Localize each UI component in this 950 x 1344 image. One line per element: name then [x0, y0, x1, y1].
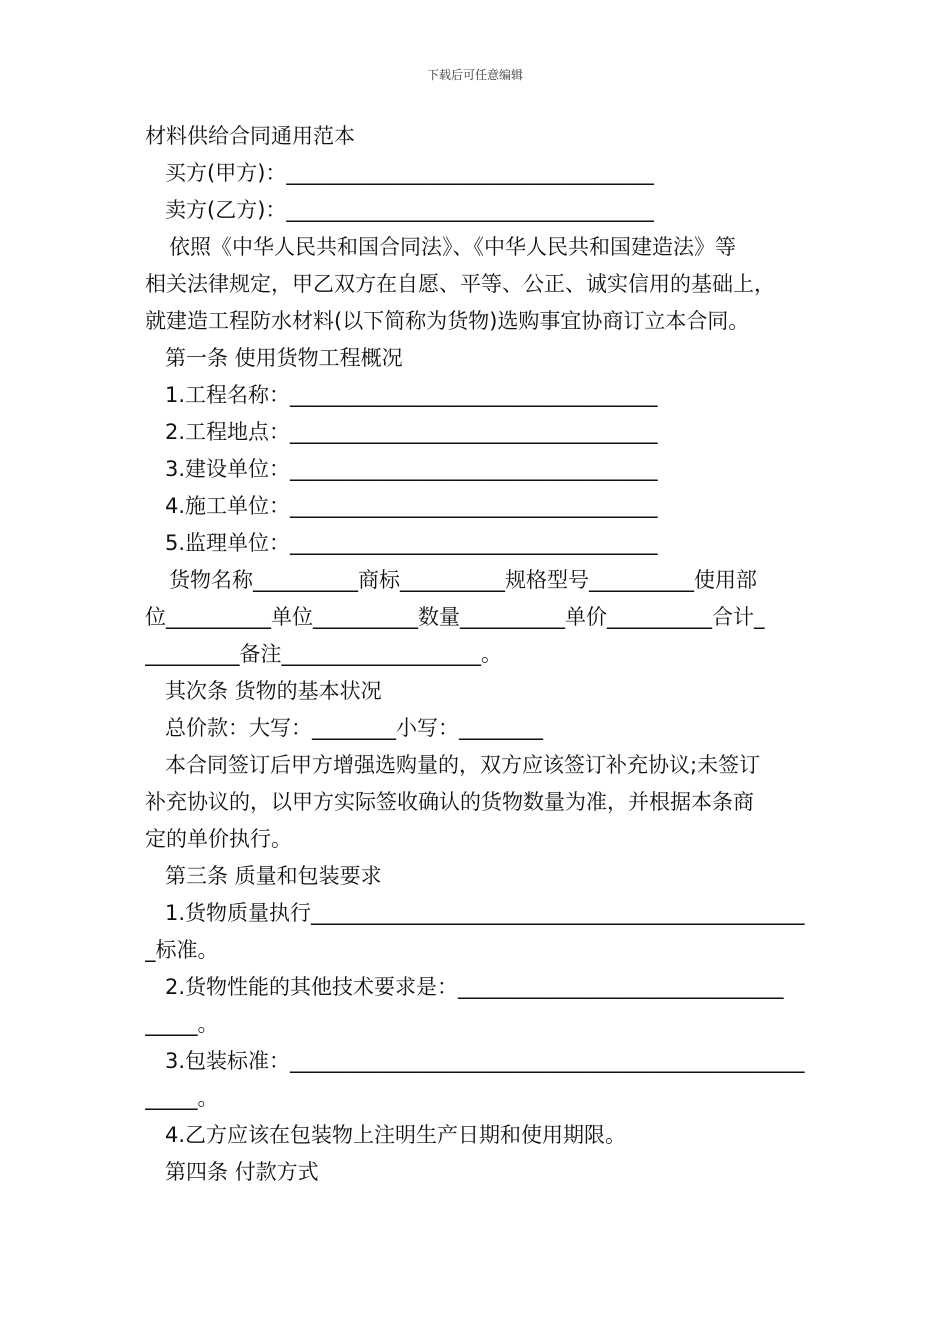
quality-line-3-cont: _____。 [145, 1086, 219, 1110]
page-header: 下载后可任意编辑 [426, 68, 523, 82]
quality-line-2: 2.货物性能的其他技术要求是：_______________________________ [165, 975, 784, 999]
supplement-line-2: 补充协议的，以甲方实际签收确认的货物数量为准，并根据本条商 [145, 790, 754, 814]
project-name-line: 1.工程名称：___________________________________ [165, 383, 658, 407]
quality-line-1: 1.货物质量执行_______________________________________________ [165, 901, 805, 925]
goods-line-3: _________备注___________________。 [145, 642, 502, 666]
quality-line-3: 3.包装标准：_________________________________________________ [165, 1049, 805, 1073]
article-1-heading: 第一条 使用货物工程概况 [165, 346, 403, 370]
seller-line: 卖方(乙方)：___________________________________ [165, 198, 654, 222]
document-title: 材料供给合同通用范本 [145, 124, 355, 148]
total-price-line: 总价款：大写：________小写：________ [165, 716, 543, 740]
preamble-line-1: 依照《中华人民共和国合同法》、《中华人民共和国建造法》等 [169, 235, 736, 259]
supplement-line-3: 定的单价执行。 [145, 827, 292, 851]
article-3-heading: 第三条 质量和包装要求 [165, 864, 382, 888]
quality-line-4: 4.乙方应该在包装物上注明生产日期和使用期限。 [165, 1123, 627, 1147]
contract-body [145, 118, 810, 1191]
article-2-heading: 其次条 货物的基本状况 [165, 679, 382, 703]
quality-line-1-cont: _标准。 [145, 938, 219, 962]
preamble-line-3: 就建造工程防水材料(以下简称为货物)选购事宜协商订立本合同。 [145, 309, 750, 333]
article-4-heading: 第四条 付款方式 [165, 1160, 319, 1184]
goods-line-2: 位__________单位__________数量__________单价__________合计_ [145, 605, 765, 629]
quality-line-2-cont: _____。 [145, 1012, 219, 1036]
supplement-line-1: 本合同签订后甲方增强选购量的，双方应该签订补充协议;未签订 [165, 753, 761, 777]
preamble-line-2: 相关法律规定，甲乙双方在自愿、平等、公正、诚实信用的基础上， [145, 272, 775, 296]
goods-line-1: 货物名称__________商标__________规格型号__________使用部 [169, 568, 757, 592]
construction-unit-line: 3.建设单位：___________________________________ [165, 457, 658, 481]
builder-unit-line: 4.施工单位：___________________________________ [165, 494, 658, 518]
project-location-line: 2.工程地点：___________________________________ [165, 420, 658, 444]
buyer-line: 买方(甲方)：___________________________________ [165, 161, 654, 185]
supervisor-unit-line: 5.监理单位：___________________________________ [165, 531, 658, 555]
